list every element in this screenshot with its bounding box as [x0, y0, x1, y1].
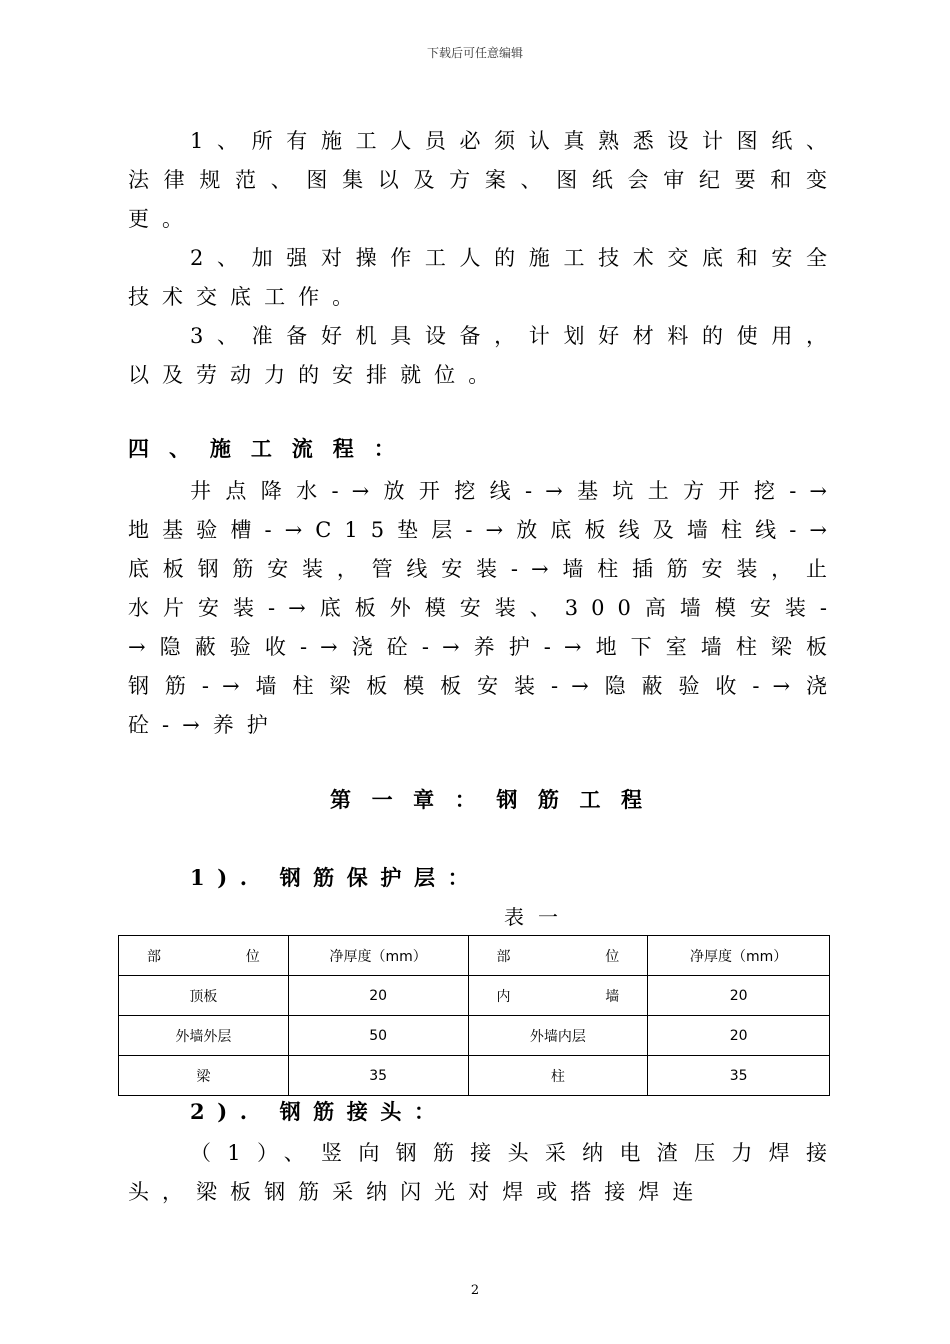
table-row: [119, 1016, 830, 1056]
section-four-title: 四、施工流程：: [128, 436, 415, 461]
table-cell: 梁: [119, 1056, 289, 1096]
table-row: [119, 1056, 830, 1096]
subsection-1-title: 1). 钢筋保护层：: [190, 865, 482, 890]
table-cell: 20: [288, 976, 468, 1016]
table-header-cell: 净厚度（mm）: [288, 936, 468, 976]
intro-item-3: 3、准备好机具设备，计划好材料的使用，以及劳动力的安排就位。: [128, 324, 840, 387]
table-cell: 外墙内层: [468, 1016, 648, 1056]
table-cell: 35: [288, 1056, 468, 1096]
chapter-title: 第一章：钢筋工程: [330, 787, 663, 812]
table-cell: 外墙外层: [119, 1016, 289, 1056]
table-cell: 20: [648, 1016, 830, 1056]
table-cell: 柱: [468, 1056, 648, 1096]
table-header-cell: 部位: [468, 936, 648, 976]
cover-thickness-table: [118, 935, 830, 1096]
table-row: [119, 976, 830, 1016]
table-header-cell: 部位: [119, 936, 289, 976]
page-number: 2: [470, 1283, 480, 1298]
table-cell: 35: [648, 1056, 830, 1096]
table-cell: 内墙: [468, 976, 648, 1016]
table-caption: 表一: [504, 905, 572, 929]
table-cell: 顶板: [119, 976, 289, 1016]
intro-item-1: 1、所有施工人员必须认真熟悉设计图纸、法律规范、图集以及方案、图纸会审纪要和变更。: [128, 129, 840, 231]
subsection-2-title: 2). 钢筋接头：: [190, 1099, 448, 1124]
table-header-cell: 净厚度（mm）: [648, 936, 830, 976]
table-cell: 50: [288, 1016, 468, 1056]
page-header: 下载后可任意编辑: [426, 46, 523, 60]
process-flow: 井点降水-→放开挖线-→基坑土方开挖-→地基验槽-→C15垫层-→放底板线及墙柱线-→底板钢筋安装，管线安装-→墙柱插筋安装，止水片安装-→底板外模安装、300高墙模安装-→隐蔽验收-→浇砼-→养护-→地下室墙柱梁板钢筋-→墙柱梁板模板安装-→隐蔽验收-→浇砼-→养护: [128, 479, 840, 737]
intro-item-2: 2、加强对操作工人的施工技术交底和安全技术交底工作。: [128, 246, 840, 309]
subsection-2-text: （1）、竖向钢筋接头采纳电渣压力焊接头，梁板钢筋采纳闪光对焊或搭接焊连: [128, 1141, 840, 1204]
table-header-row: [119, 936, 830, 976]
table-cell: 20: [648, 976, 830, 1016]
